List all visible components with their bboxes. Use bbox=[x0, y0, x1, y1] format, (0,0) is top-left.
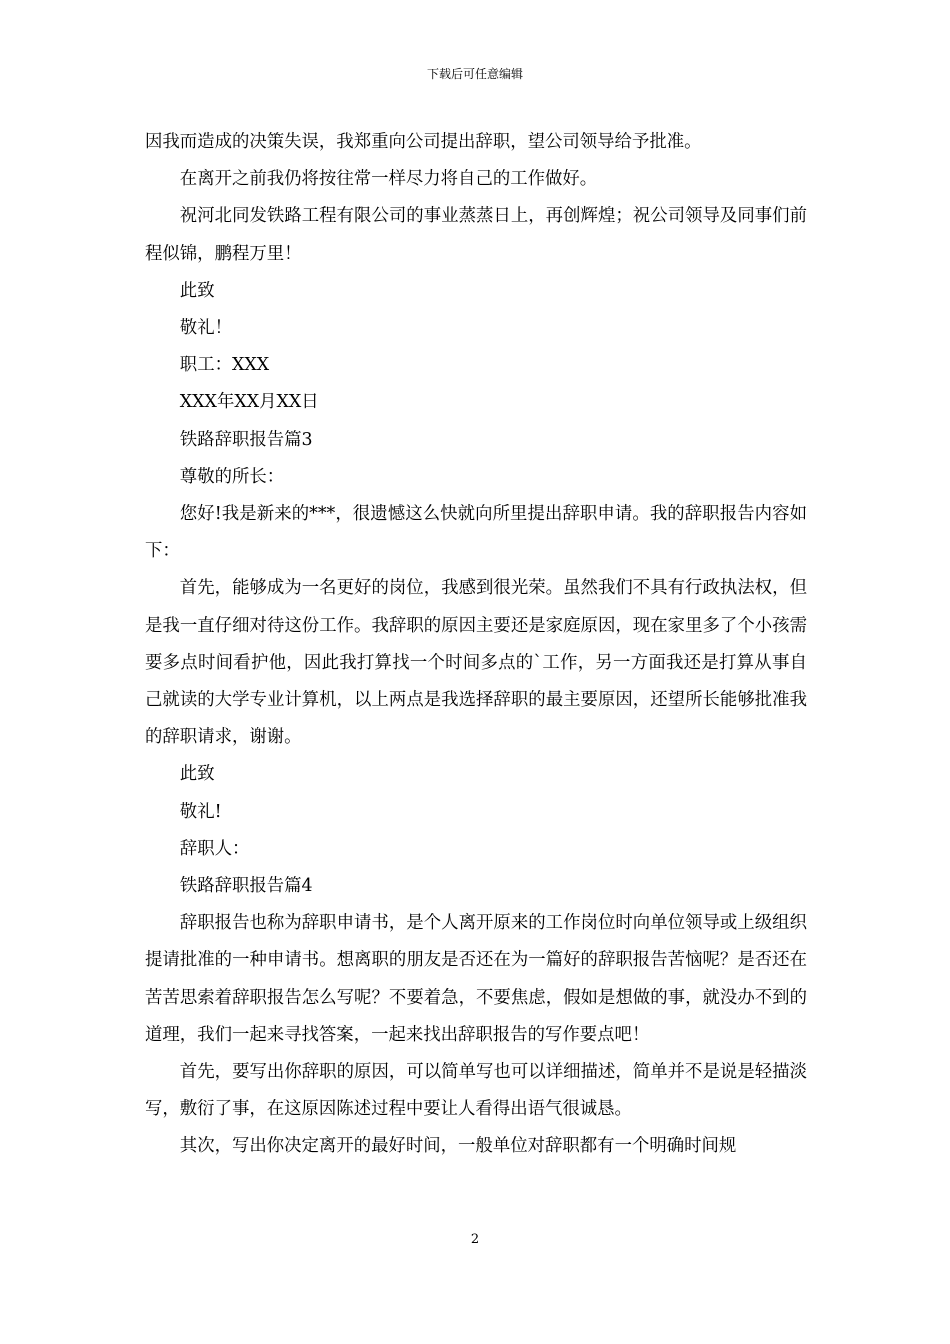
paragraph: 祝河北同发铁路工程有限公司的事业蒸蒸日上，再创辉煌；祝公司领导及同事们前程似锦，鹏程万里！ bbox=[145, 206, 807, 264]
date-line: XXX年XX月XX日 bbox=[179, 392, 319, 413]
section-title: 铁路辞职报告篇3 bbox=[179, 429, 313, 450]
section-title: 铁路辞职报告篇4 bbox=[179, 876, 313, 897]
closing-salutation: 敬礼！ bbox=[179, 318, 232, 339]
paragraph: 首先，要写出你辞职的原因，可以简单写也可以详细描述，简单并不是说是轻描淡写，敷衍了事，在这原因陈述过程中要让人看得出语气很诚恳。 bbox=[145, 1062, 807, 1120]
paragraph: 其次，写出你决定离开的最好时间，一般单位对辞职都有一个明确时间规 bbox=[179, 1136, 737, 1157]
closing-salutation: 此致 bbox=[179, 280, 215, 301]
page-number: 2 bbox=[470, 1232, 480, 1247]
paragraph: 首先，能够成为一名更好的岗位，我感到很光荣。虽然我们不具有行政执法权，但是我一直仔细对待这份工作。我辞职的原因主要还是家庭原因，现在家里多了个小孩需要多点时间看护他，因此我打算找一个时间多点的`工作，另一方面我还是打算从事自己就读的大学专业计算机，以上两点是我选择辞职的最主要原因，还望所长能够批准我的辞职请求，谢谢。 bbox=[145, 578, 807, 748]
closing-salutation: 敬礼! bbox=[179, 801, 222, 822]
paragraph: 辞职报告也称为辞职申请书，是个人离开原来的工作岗位时向单位领导或上级组织提请批准的一种申请书。想离职的朋友是否还在为一篇好的辞职报告苦恼呢？是否还在苦苦思索着辞职报告怎么写呢？不要着急，不要焦虑，假如是想做的事，就没办不到的道理，我们一起来寻找答案，一起来找出辞职报告的写作要点吧！ bbox=[145, 913, 807, 1045]
signature-line: 辞职人： bbox=[179, 838, 250, 859]
signature-line: 职工：XXX bbox=[179, 355, 270, 376]
greeting: 尊敬的所长： bbox=[179, 466, 285, 487]
closing-salutation: 此致 bbox=[179, 764, 215, 785]
paragraph: 您好!我是新来的***，很遗憾这么快就向所里提出辞职申请。我的辞职报告内容如下： bbox=[145, 504, 807, 562]
paragraph: 因我而造成的决策失误，我郑重向公司提出辞职，望公司领导给予批准。 bbox=[145, 132, 702, 152]
page-header: 下载后可任意编辑 bbox=[426, 67, 523, 81]
paragraph: 在离开之前我仍将按往常一样尽力将自己的工作做好。 bbox=[179, 169, 598, 190]
document-body bbox=[145, 124, 807, 1166]
